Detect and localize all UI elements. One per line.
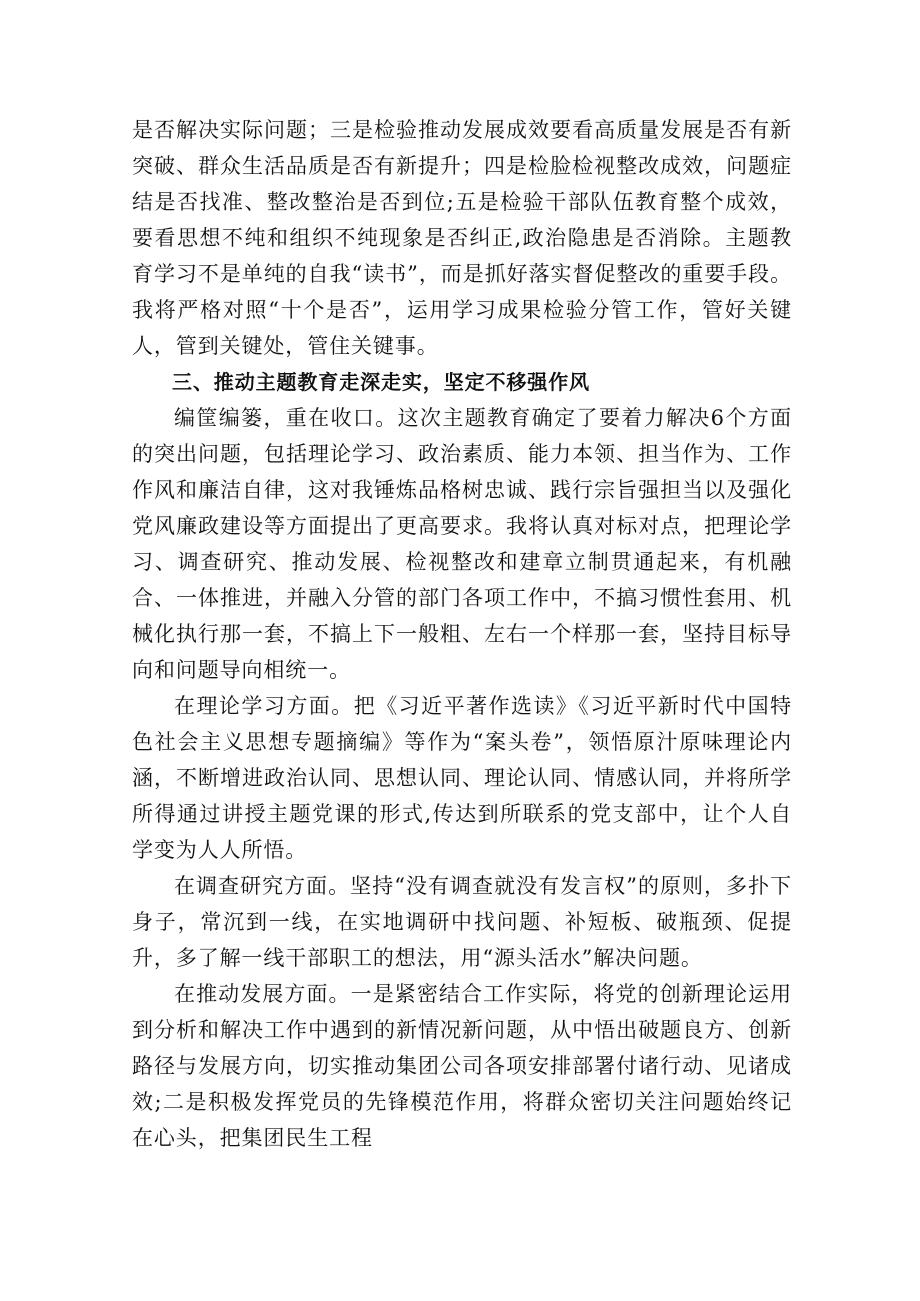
paragraph-continuation: 是否解决实际问题；三是检验推动发展成效要看高质量发展是否有新突破、群众生活品质是否有新提升；四是检脸检视整改成效，问题症结是否找准、整改整治是否到位;五是检验干部队伍教育整个成效，要看思想不纯和组织不纯现象是否纠正,政治隐患是否消除。主题教育学习不是单纯的自我“读书”，而是抓好落实督促整改的重要手段。我将严格对照“十个是否”，运用学习成果检验分管工作，管好关键人，管到关键处，管住关键事。 [132,118,792,358]
paragraph-intro: 编筐编篓，重在收口。这次主题教育确定了要着力解决6个方面的突出问题，包括理论学习、政治素质、能力本领、担当作为、工作作风和廉洁自律，这对我锤炼品格树忠诚、践行宗旨强担当以及强化党风廉政建设等方面提出了更高要求。我将认真对标对点，把理论学习、调查研究、推动发展、检视整改和建章立制贯通起来，有机融合、一体推进，并融入分管的部门各项工作中，不搞习惯性套用、机械化执行那一套，不搞上下一般粗、左右一个样那一套，坚持目标导向和问题导向相统一。 [132,406,792,682]
paragraph-development: 在推动发展方面。一是紧密结合工作实际，将党的创新理论运用到分析和解决工作中遇到的新情况新问题，从中悟出破题良方、创新路径与发展方向，切实推动集团公司各项安排部署付诸行动、见诸成效;二是积极发挥党员的先锋模范作用，将群众密切关注问题始终记在心头，把集团民生工程 [132,982,792,1150]
section-heading: 三、推动主题教育走深走实，坚定不移强作风 [172,370,590,394]
document-page [132,112,792,1156]
paragraph-theory-study: 在理论学习方面。把《习近平著作选读》《习近平新时代中国特色社会主义思想专题摘编》等作为“案头卷”，领悟原汁原味理论内涵，不断增进政治认同、思想认同、理论认同、情感认同，并将所学所得通过讲授主题党课的形式,传达到所联系的党支部中，让个人自学变为人人所悟。 [132,694,792,862]
paragraph-research: 在调查研究方面。坚持“没有调查就没有发言权”的原则，多扑下身子，常沉到一线，在实地调研中找问题、补短板、破瓶颈、促提升，多了解一线干部职工的想法，用“源头活水”解决问题。 [132,874,792,970]
